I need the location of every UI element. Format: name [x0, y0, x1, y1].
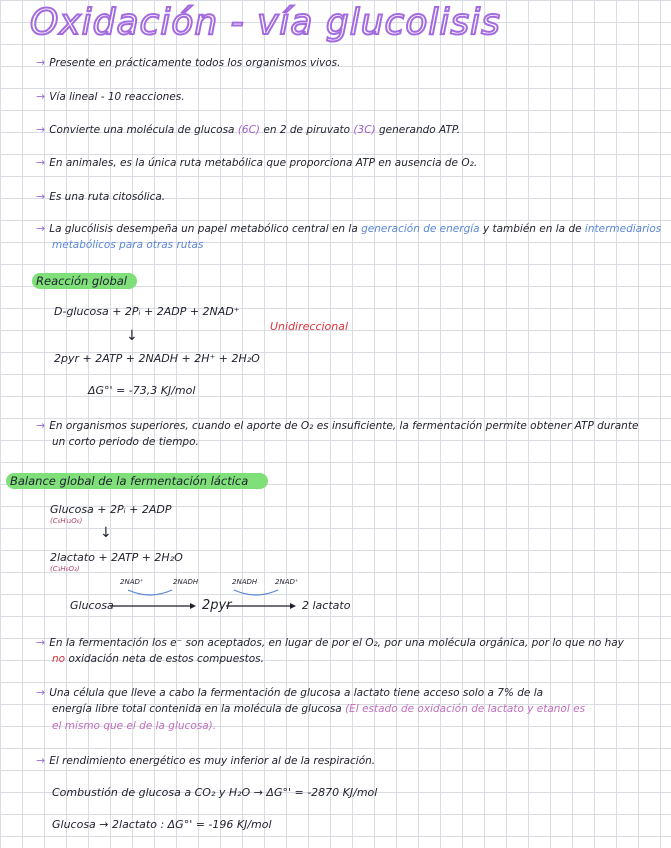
bullet-2 [36, 90, 185, 103]
electron-paragraph-b: oxidación neta de estos compuestos. [68, 653, 264, 665]
bullet-4 [36, 156, 477, 169]
label-nadh-2: 2NADH [232, 578, 258, 586]
equation-reactants: D-glucosa + 2Pᵢ + 2ADP + 2NAD⁺ [54, 305, 240, 318]
bullet-2-text: Vía lineal - 10 reacciones. [49, 91, 185, 103]
energy-paragraph-a: Una célula que lleve a cabo la fermentación de glucosa a lactato tiene acceso solo a 7% de la [49, 687, 544, 699]
arrow-icon: → [36, 686, 46, 699]
arrow-icon: → [36, 56, 46, 69]
section-heading: Balance global de la fermentación láctica [6, 473, 268, 489]
page-title: Oxidación - vía glucolisis [30, 2, 501, 43]
bullet-6-continuation: metabólicos para otras rutas [52, 239, 204, 251]
label-nad-1: 2NAD⁺ [120, 578, 144, 586]
section-heading: Reacción global [32, 273, 137, 289]
lactate-formula: (C₃H₆O₃) [50, 565, 80, 573]
combustion-line: Combustión de glucosa a CO₂ y H₂O → ΔG°' = -2870 KJ/mol [52, 786, 378, 799]
path-pyruvate: 2pyr [202, 598, 232, 613]
path-glucose: Glucosa [70, 599, 114, 612]
down-arrow-icon: ↓ [126, 328, 138, 344]
section-balance-lactica [6, 470, 268, 489]
arrow-icon: → [36, 90, 46, 103]
bullet-5 [36, 190, 165, 203]
unidirectional-note: Unidireccional [270, 320, 349, 333]
bullet-6-highlight-energy: generación de energía [361, 223, 480, 235]
bullet-1 [36, 56, 340, 69]
fermentation-paragraph-b: un corto periodo de tiempo. [52, 436, 199, 448]
bullet-3-carbon-3: (3C) [353, 124, 376, 136]
yield-paragraph-text: El rendimiento energético es muy inferior al de la respiración. [49, 755, 376, 767]
electron-paragraph [36, 636, 624, 649]
arrow-icon: → [36, 754, 46, 767]
lactate-line: Glucosa → 2lactato : ΔG°' = -196 KJ/mol [52, 818, 272, 831]
energy-paragraph-line2 [52, 703, 585, 715]
bullet-6-text-a: La glucólisis desempeña un papel metabólico central en la [49, 223, 358, 235]
equation-products: 2pyr + 2ATP + 2NADH + 2H⁺ + 2H₂O [54, 352, 260, 365]
fermentation-paragraph [36, 419, 638, 432]
bullet-3 [36, 123, 460, 136]
arrow-icon: → [36, 636, 46, 649]
bullet-3-text-a: Convierte una molécula de glucosa [49, 124, 235, 136]
bullet-5-text: Es una ruta citosólica. [49, 191, 166, 203]
delta-g-value: ΔG°' = -73,3 KJ/mol [88, 384, 196, 397]
electron-paragraph-continuation [52, 653, 264, 665]
oxidation-note-b: el mismo que el de la glucosa). [52, 720, 217, 732]
bullet-4-text: En animales, es la única ruta metabólica que proporciona ATP en ausencia de O₂. [49, 157, 478, 169]
lactic-reactants: Glucosa + 2Pᵢ + 2ADP [50, 503, 172, 516]
bullet-3-carbon-6: (6C) [237, 124, 261, 136]
no-highlight: no [52, 653, 66, 665]
section-reaccion-global [32, 270, 137, 289]
bullet-6-highlight-intermediates: intermediarios [584, 223, 662, 235]
oxidation-note-a: (El estado de oxidación de lactato y etanol es [345, 703, 586, 715]
path-lactate: 2 lactato [302, 599, 351, 612]
arrow-icon: → [36, 123, 46, 136]
label-nadh-1: 2NADH [173, 578, 199, 586]
bullet-6-text-c: y también en la de [482, 223, 582, 235]
energy-paragraph [36, 686, 543, 699]
arrow-icon: → [36, 419, 46, 432]
bullet-3-text-c: en 2 de piruvato [263, 124, 351, 136]
bullet-1-text: Presente en prácticamente todos los organismos vivos. [49, 57, 341, 69]
bullet-6 [36, 222, 661, 235]
fermentation-paragraph-a: En organismos superiores, cuando el aporte de O₂ es insuficiente, la fermentación permite obtener ATP durante [49, 420, 639, 432]
label-nad-2: 2NAD⁺ [275, 578, 299, 586]
arrow-icon: → [36, 222, 46, 235]
yield-paragraph [36, 754, 375, 767]
arrow-icon: → [36, 156, 46, 169]
lactic-products: 2lactato + 2ATP + 2H₂O [50, 551, 183, 564]
glucose-formula: (C₆H₁₂O₆) [50, 517, 83, 525]
arrow-icon: → [36, 190, 46, 203]
bullet-3-text-e: generando ATP. [378, 124, 461, 136]
electron-paragraph-a: En la fermentación los e⁻ son aceptados, en lugar de por el O₂, por una molécula orgánica, por lo que no hay [49, 637, 624, 649]
energy-paragraph-b: energía libre total contenida en la molécula de glucosa [52, 703, 342, 715]
down-arrow-icon: ↓ [100, 525, 112, 541]
